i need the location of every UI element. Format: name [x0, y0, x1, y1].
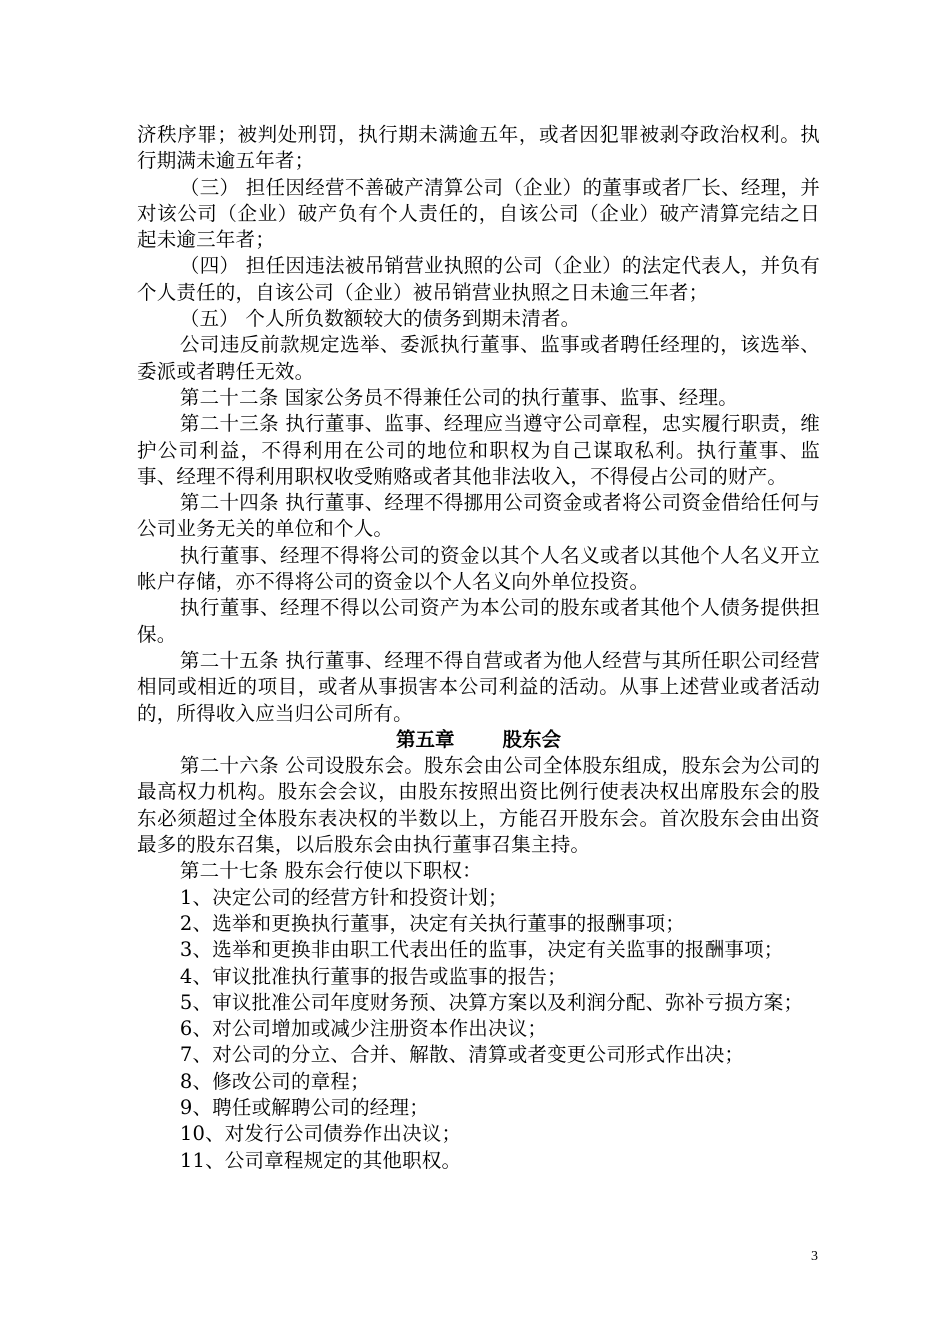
paragraph: 11、公司章程规定的其他职权。 — [179, 1148, 462, 1172]
chapter-heading — [137, 727, 820, 753]
paragraph: 第二十七条 股东会行使以下职权： — [179, 859, 482, 883]
paragraph: 4、审议批准执行董事的报告或监事的报告； — [179, 964, 567, 988]
document-body — [137, 122, 820, 1174]
paragraphs-before-heading — [137, 122, 820, 727]
paragraph: 第二十三条 执行董事、监事、经理应当遵守公司章程，忠实履行职责，维护公司利益，不得利用在公司的地位和职权为自己谋取私利。执行董事、监事、经理不得利用职权收受贿赂或者其他非法收入，不得侵占公司的财产。 — [137, 412, 820, 488]
paragraphs-after-heading — [137, 753, 820, 1174]
paragraph: 济秩序罪；被判处刑罚，执行期未满逾五年，或者因犯罪被剥夺政治权利。执行期满未逾五年者； — [137, 123, 820, 173]
page-number: 3 — [811, 1249, 818, 1264]
paragraph: 执行董事、经理不得将公司的资金以其个人名义或者以其他个人名义开立帐户存储，亦不得将公司的资金以个人名义向外单位投资。 — [137, 543, 820, 594]
paragraph: 5、审议批准公司年度财务预、决算方案以及利润分配、弥补亏损方案； — [179, 990, 804, 1014]
paragraph: 公司违反前款规定选举、委派执行董事、监事或者聘任经理的，该选举、委派或者聘任无效。 — [137, 333, 820, 383]
paragraph: 第二十四条 执行董事、经理不得挪用公司资金或者将公司资金借给任何与公司业务无关的单位和个人。 — [137, 491, 820, 541]
paragraph: 9、聘任或解聘公司的经理； — [179, 1095, 429, 1119]
paragraph: （三） 担任因经营不善破产清算公司（企业）的董事或者厂长、经理，并对该公司（企业）破产负有个人责任的，自该公司（企业）破产清算完结之日起未逾三年者； — [137, 175, 820, 252]
paragraph: 执行董事、经理不得以公司资产为本公司的股东或者其他个人债务提供担保。 — [137, 596, 820, 646]
paragraph: 8、修改公司的章程； — [179, 1069, 370, 1093]
paragraph: 7、对公司的分立、合并、解散、清算或者变更公司形式作出决； — [179, 1043, 745, 1067]
paragraph: 3、选举和更换非由职工代表出任的监事，决定有关监事的报酬事项； — [179, 938, 784, 962]
paragraph: 第二十二条 国家公务员不得兼任公司的执行董事、监事、经理。 — [179, 385, 738, 409]
paragraph: 6、对公司增加或减少注册资本作出决议； — [179, 1017, 548, 1041]
paragraph: 2、选举和更换执行董事，决定有关执行董事的报酬事项； — [179, 911, 685, 935]
paragraph: 10、对发行公司债券作出决议； — [179, 1122, 462, 1146]
paragraph: 第二十六条 公司设股东会。股东会由公司全体股东组成，股东会为公司的最高权力机构。股东会会议，由股东按照出资比例行使表决权出席股东会的股东必须超过全体股东表决权的半数以上，方能召开股东会。首次股东会由出资最多的股东召集，以后股东会由执行董事召集主持。 — [137, 754, 820, 857]
paragraph: 1、决定公司的经营方针和投资计划； — [179, 885, 508, 909]
paragraph: 第二十五条 执行董事、经理不得自营或者为他人经营与其所任职公司经营相同或相近的项目，或者从事损害本公司利益的活动。从事上述营业或者活动的，所得收入应当归公司所有。 — [137, 648, 820, 725]
chapter-title: 股东会 — [502, 727, 562, 751]
paragraph: （四） 担任因违法被吊销营业执照的公司（企业）的法定代表人，并负有个人责任的，自该公司（企业）被吊销营业执照之日未逾三年者； — [137, 254, 820, 304]
chapter-number: 第五章 — [395, 727, 455, 751]
paragraph: （五） 个人所负数额较大的债务到期未清者。 — [179, 307, 581, 331]
